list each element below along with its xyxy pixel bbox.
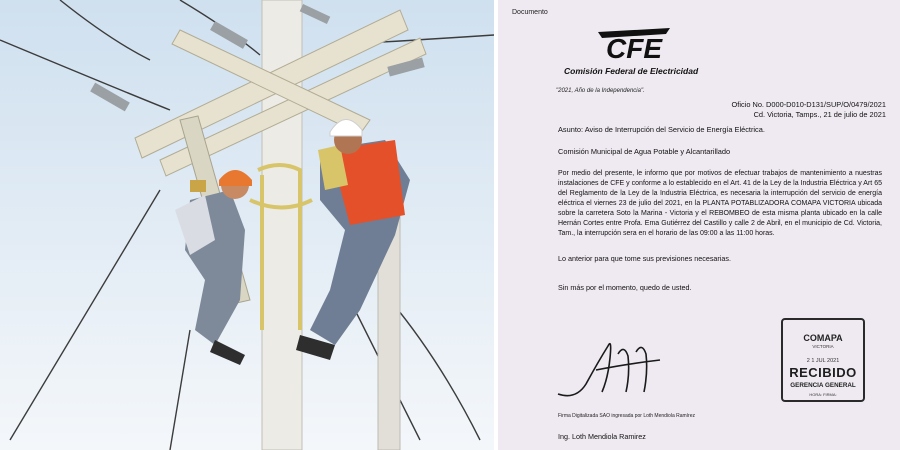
subject: Asunto: Aviso de Interrupción del Servicio de Energía Eléctrica. [558, 125, 765, 134]
cfe-letter [498, 0, 900, 450]
received-stamp [781, 318, 865, 402]
stamp-department: GERENCIA GENERAL [790, 382, 856, 389]
stamp-org: COMAPA [803, 333, 843, 343]
stamp-date: 2 1 JUL 2021 [806, 358, 840, 364]
cfe-logo-mark [594, 24, 674, 64]
oficio-number: Oficio No. D000-D010-D131/SUP/O/0479/2021 [731, 100, 886, 109]
digital-signature-note: Firma Digitalizada SAO ingresada por Loth Mendiola Ramírez [558, 413, 696, 419]
handwritten-signature [556, 334, 666, 409]
recipient: Comisión Municipal de Agua Potable y Alcantarillado [558, 147, 731, 156]
place-date: Cd. Victoria, Tamps., 21 de julio de 2021 [753, 110, 886, 119]
stamp-fields: HORA: FIRMA: [809, 392, 837, 397]
cfe-logo-text: CFE [606, 33, 662, 64]
cfe-logo [594, 24, 674, 64]
closing-note: Lo anterior para que tome sus previsiones necesarias. [558, 254, 731, 263]
farewell: Sin más por el momento, quedo de usted. [558, 283, 692, 292]
motto: "2021, Año de la Independencia". [556, 88, 645, 94]
letter-body: Por medio del presente, le informo que por motivos de efectuar trabajos de mantenimiento a nuestras instalaciones de CFE y conforme a lo establecido en el Art. 41 de la Ley de la Industria Eléctrica y Art 65 del Reglamento de la Ley de la Industria Eléctrica, es necesaria la interrupción del servicio de energía eléctrica el viernes 23 de julio del 2021, en la PLANTA POTABLIZADORA COMAPA VICTORIA ubicada sobre la carretera Soto la Marina - Victoria y el REBOMBEO de esta misma planta ubicado en la calle Hernán Cortes entre Profa. Ema Gutiérrez del Castillo y calle 2 de Abril, en el municipio de Cd. Victoria, Tam., la interrupción sera en el horario de las 09:00 a las 11:00 horas. [558, 170, 882, 237]
stamp-status: RECIBIDO [789, 365, 857, 380]
signer-name: Ing. Loth Mendiola Ramirez [558, 432, 646, 441]
document-label: Documento [512, 9, 548, 16]
signature-drawing [556, 334, 666, 404]
company-name: Comisión Federal de Electricidad [564, 66, 699, 76]
stamp-sub: VICTORIA [812, 344, 834, 349]
